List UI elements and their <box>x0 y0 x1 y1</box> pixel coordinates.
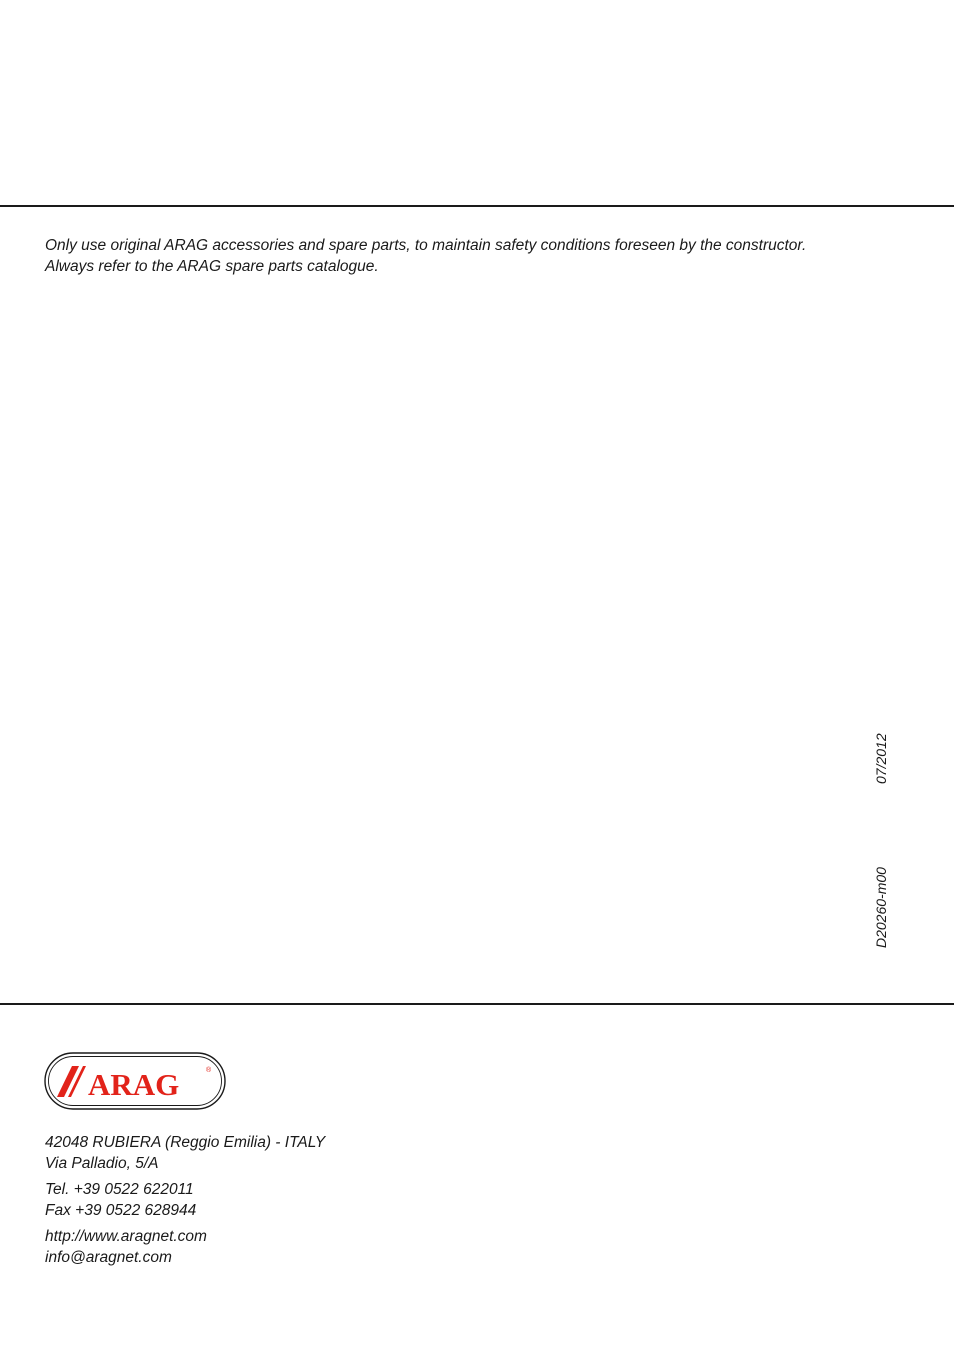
contact-block <box>45 1132 325 1273</box>
bottom-divider <box>0 1003 954 1005</box>
arag-logo <box>44 1052 226 1110</box>
spare-parts-notice <box>45 235 925 277</box>
document-date: 07/2012 <box>873 733 889 784</box>
email-link[interactable]: info@aragnet.com <box>45 1249 172 1266</box>
website-link[interactable]: http://www.aragnet.com <box>45 1228 207 1245</box>
address-city: 42048 RUBIERA (Reggio Emilia) - ITALY <box>45 1134 326 1151</box>
notice-line-1: Only use original ARAG accessories and spare parts, to maintain safety conditions foreseen by the constructor. <box>45 237 807 254</box>
fax: Fax +39 0522 628944 <box>45 1202 197 1219</box>
address-group <box>45 1132 325 1174</box>
web-group <box>45 1226 325 1268</box>
document-code: D20260-m00 <box>873 867 889 948</box>
logo-wordmark: ARAG <box>88 1067 180 1102</box>
telephone: Tel. +39 0522 622011 <box>45 1181 194 1198</box>
logo-registered-mark: ® <box>206 1067 212 1074</box>
phone-group <box>45 1179 325 1221</box>
address-street: Via Palladio, 5/A <box>45 1155 159 1172</box>
top-divider <box>0 205 954 207</box>
notice-line-2: Always refer to the ARAG spare parts catalogue. <box>45 258 379 275</box>
